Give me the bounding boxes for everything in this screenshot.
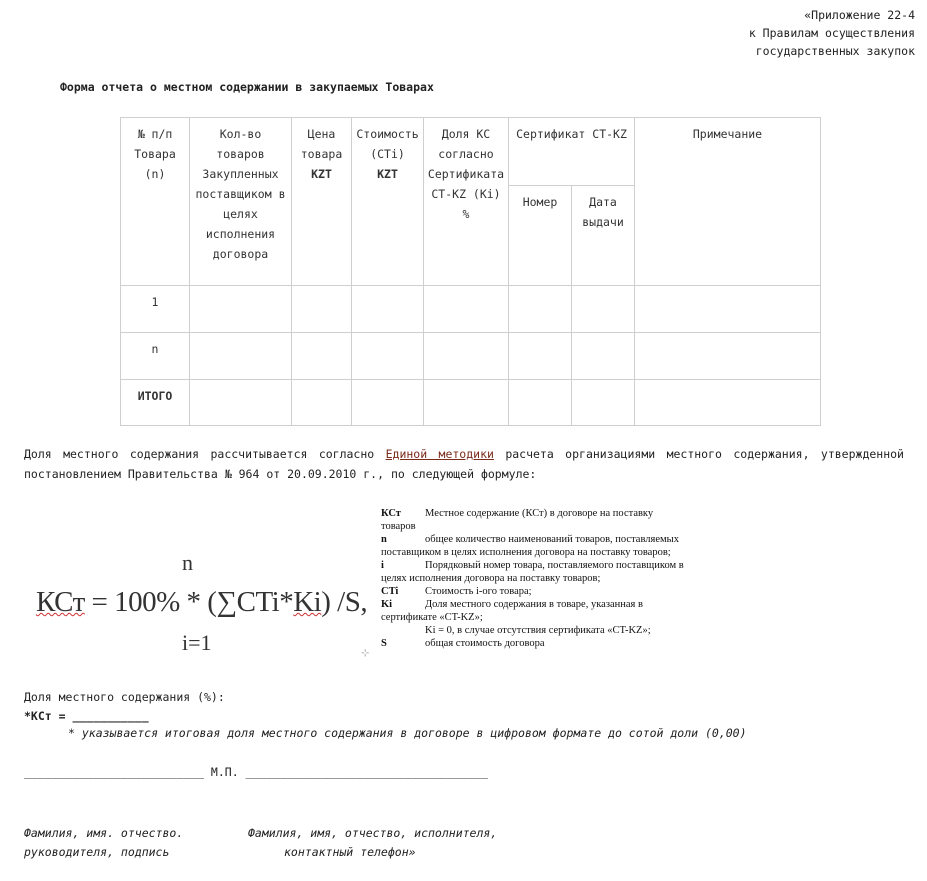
move-handle-icon[interactable]: ⊹ <box>361 648 370 659</box>
share-label: Доля местного содержания (%): <box>24 690 225 704</box>
appendix-line-3: государственных закупок <box>755 44 915 58</box>
methodology-paragraph: Доля местного содержания рассчитывается согласно Единой методики расчета организациями местного содержания, утвержденной постановлением Правительства № 964 от 20.09.2010 г., по следующей формуле: <box>24 447 904 481</box>
appendix-line-1: «Приложение 22-4 <box>804 8 915 22</box>
row-number: 1 <box>121 286 190 333</box>
signature-caption-left: Фамилия, имя. отчество. руководителя, подпись <box>24 826 184 859</box>
header-certificate-date: Дата выдачи <box>572 186 635 286</box>
formula-main: КСт = 100% * (∑CTi*Ki) /S, <box>36 586 368 618</box>
table-row <box>121 380 821 426</box>
report-table <box>120 117 821 426</box>
formula-image <box>30 548 368 668</box>
formula-lower-limit: i=1 <box>182 630 212 655</box>
header-local-content-share: Доля КС согласно Сертификата CT-KZ (Ki) % <box>424 118 509 286</box>
signature-line: __________________________ М.П. ___________________________________ <box>24 765 488 779</box>
header-quantity: Кол-во товаров Закупленных поставщиком в целях исполнения договора <box>190 118 292 286</box>
methodology-link[interactable]: Единой методики <box>385 447 494 461</box>
header-note: Примечание <box>635 118 821 286</box>
header-certificate: Сертификат CT-KZ <box>509 118 635 186</box>
formula-legend: ⊹ КСт Местное содержание (КСт) в договоре на поставку товаров n общее количество наименований товаров, поставляемых поставщиком в целях исполнения договора на поставку товаров; i Порядковый номер товара, поставляемого поставщиком в целях исполнения договора на поставку товаров; CTi Стоимость i-ого товара; Ki Доля местного содержания в товаре, указанная в сертификате «CT-KZ»; Ki = 0, в случае отсутствия сертификата «CT-KZ»; S общая стоимость договора <box>361 508 684 659</box>
row-total: ИТОГО <box>121 380 190 426</box>
header-certificate-number: Номер <box>509 186 572 286</box>
header-item-number: № п/п Товара (n) <box>121 118 190 286</box>
appendix-line-2: к Правилам осуществления <box>748 26 915 40</box>
table-row <box>121 286 821 333</box>
kst-field: *КСт = ___________ <box>24 709 149 723</box>
footnote: * указывается итоговая доля местного содержания в договоре в цифровом формате до сотой доли (0,00) <box>68 726 747 740</box>
table-row <box>121 333 821 380</box>
form-title: Форма отчета о местном содержании в закупаемых Товарах <box>60 80 434 94</box>
formula-upper-limit: n <box>182 550 193 575</box>
signature-caption-right: Фамилия, имя, отчество, исполнителя, контактный телефон» <box>248 826 498 859</box>
appendix-header <box>749 6 915 60</box>
header-price: Цена товара KZT <box>292 118 352 286</box>
row-number: n <box>121 333 190 380</box>
header-cost: Стоимость (CTi) KZT <box>352 118 424 286</box>
